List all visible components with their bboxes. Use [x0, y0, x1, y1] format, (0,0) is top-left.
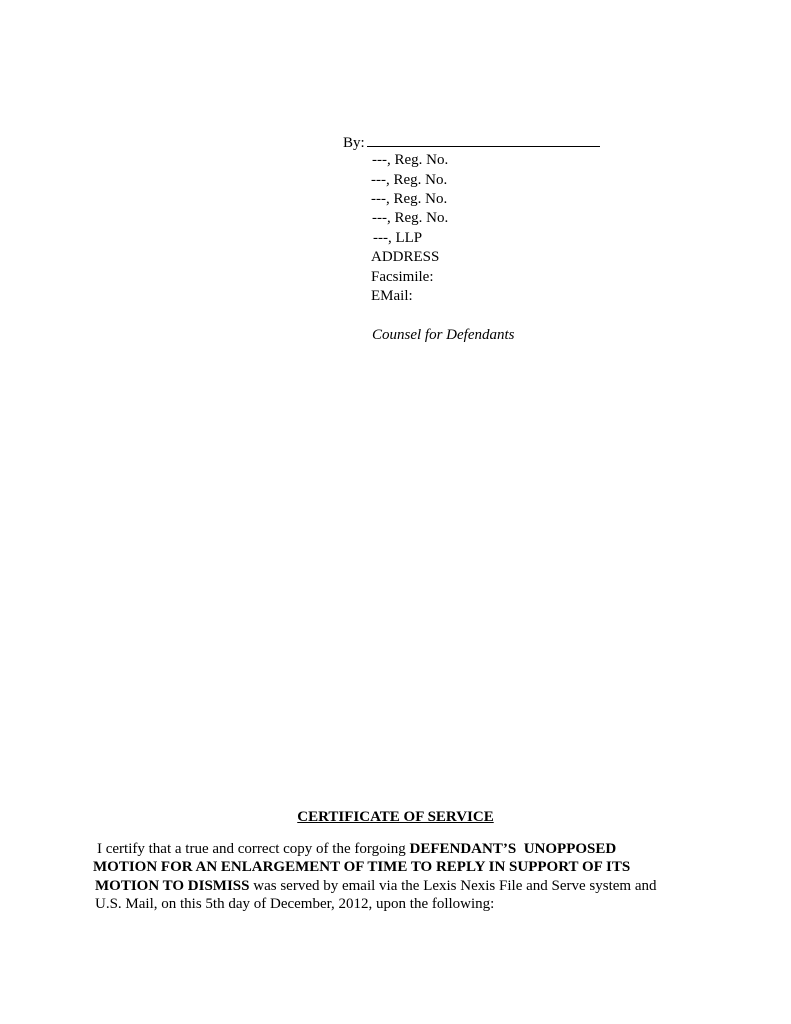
motion-title-part-3: MOTION TO DISMISS: [95, 878, 250, 894]
counsel-label: Counsel for Defendants: [372, 327, 515, 343]
motion-title-part-1: DEFENDANT’S UNOPPOSED: [409, 841, 617, 857]
signature-email: EMail:: [371, 288, 413, 304]
signature-line-2: ---, Reg. No.: [371, 172, 448, 188]
certificate-line-1: [97, 840, 616, 859]
signature-facsimile: Facsimile:: [371, 269, 434, 285]
signature-line-4: ---, Reg. No.: [372, 210, 449, 226]
motion-title-part-2: MOTION FOR AN ENLARGEMENT OF TIME TO REPLY IN SUPPORT OF ITS: [93, 859, 631, 875]
certificate-line-1-text: I certify that a true and correct copy of the forgoing: [97, 841, 406, 857]
signature-line: [367, 132, 600, 147]
certificate-title: CERTIFICATE OF SERVICE: [297, 809, 494, 825]
signature-line-3: ---, Reg. No.: [371, 191, 448, 207]
signature-address: ADDRESS: [371, 249, 440, 265]
certificate-line-3-text: was served by email via the Lexis Nexis File and Serve system and: [253, 878, 657, 894]
certificate-line-3: [95, 877, 657, 896]
signature-by: [343, 132, 600, 153]
signature-firm: ---, LLP: [373, 230, 423, 246]
signature-line-1: ---, Reg. No.: [372, 152, 449, 168]
by-label: By:: [343, 135, 365, 151]
certificate-line-2: [93, 858, 630, 877]
certificate-line-4: U.S. Mail, on this 5th day of December, 2012, upon the following:: [95, 896, 495, 912]
